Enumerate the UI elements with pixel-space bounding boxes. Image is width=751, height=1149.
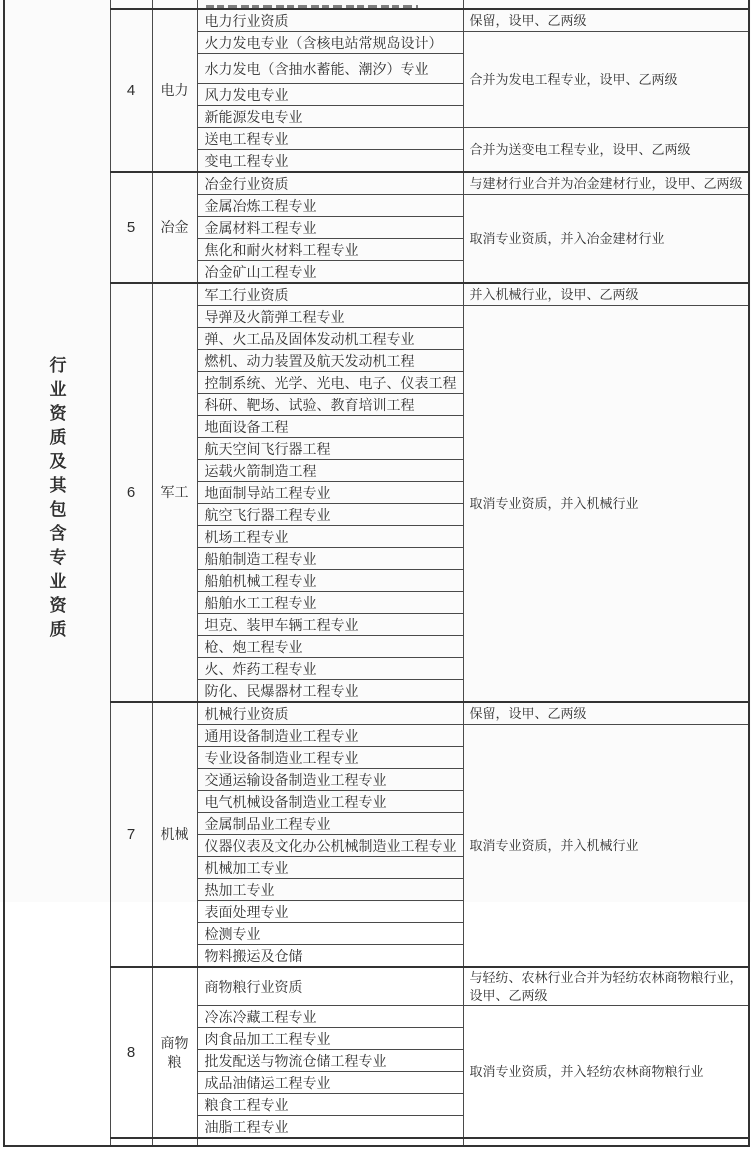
partial-specialty-cell bbox=[197, 0, 463, 9]
specialty-cell: 军工行业资质 bbox=[197, 283, 463, 306]
specialty-cell: 坦克、装甲车辆工程专业 bbox=[197, 614, 463, 636]
partial-number-cell bbox=[110, 0, 152, 9]
specialty-cell: 焦化和耐火材料工程专业 bbox=[197, 239, 463, 261]
partial-industry-cell bbox=[152, 1138, 197, 1146]
industry-name-cell: 商物粮 bbox=[152, 967, 197, 1138]
clipped-text-remnant bbox=[206, 5, 418, 8]
partial-bottom-row bbox=[4, 1138, 749, 1146]
partial-note-cell bbox=[463, 1138, 749, 1146]
partial-note-cell bbox=[463, 0, 749, 9]
specialty-cell: 冶金矿山工程专业 bbox=[197, 261, 463, 284]
note-cell: 取消专业资质，并入机械行业 bbox=[463, 725, 749, 968]
specialty-cell: 船舶水工工程专业 bbox=[197, 592, 463, 614]
specialty-cell: 冷冻冷藏工程专业 bbox=[197, 1006, 463, 1028]
note-cell: 保留，设甲、乙两级 bbox=[463, 702, 749, 725]
table-row bbox=[4, 172, 749, 195]
note-cell: 与轻纺、农林行业合并为轻纺农林商物粮行业，设甲、乙两级 bbox=[463, 967, 749, 1006]
specialty-cell: 船舶制造工程专业 bbox=[197, 548, 463, 570]
specialty-cell: 金属冶炼工程专业 bbox=[197, 195, 463, 217]
specialty-cell: 导弹及火箭弹工程专业 bbox=[197, 306, 463, 328]
note-cell: 取消专业资质，并入机械行业 bbox=[463, 306, 749, 703]
industry-name-cell: 冶金 bbox=[152, 172, 197, 283]
note-cell: 取消专业资质，并入轻纺农林商物粮行业 bbox=[463, 1006, 749, 1139]
table-row bbox=[4, 967, 749, 1006]
specialty-cell: 船舶机械工程专业 bbox=[197, 570, 463, 592]
specialty-cell: 航空飞行器工程专业 bbox=[197, 504, 463, 526]
specialty-cell: 机械加工专业 bbox=[197, 857, 463, 879]
specialty-cell: 仪器仪表及文化办公机械制造业工程专业 bbox=[197, 835, 463, 857]
specialty-cell: 表面处理专业 bbox=[197, 901, 463, 923]
section-number-cell: 8 bbox=[110, 967, 152, 1138]
specialty-cell: 物料搬运及仓储 bbox=[197, 945, 463, 968]
specialty-cell: 送电工程专业 bbox=[197, 128, 463, 150]
row-group-vertical-header: 行业资质及其包含专业资质 bbox=[49, 356, 67, 639]
note-cell: 取消专业资质，并入冶金建材行业 bbox=[463, 195, 749, 284]
specialty-cell: 风力发电专业 bbox=[197, 84, 463, 106]
specialty-cell: 专业设备制造业工程专业 bbox=[197, 747, 463, 769]
qualification-table bbox=[3, 0, 750, 1147]
specialty-cell: 地面制导站工程专业 bbox=[197, 482, 463, 504]
specialty-cell: 冶金行业资质 bbox=[197, 172, 463, 195]
note-cell: 与建材行业合并为冶金建材行业，设甲、乙两级 bbox=[463, 172, 749, 195]
industry-name-cell: 电力 bbox=[152, 9, 197, 172]
specialty-cell: 弹、火工品及固体发动机工程专业 bbox=[197, 328, 463, 350]
industry-name-cell: 军工 bbox=[152, 283, 197, 702]
table-row bbox=[4, 702, 749, 725]
specialty-cell: 火力发电专业（含核电站常规岛设计） bbox=[197, 32, 463, 54]
table-row bbox=[4, 283, 749, 306]
specialty-cell: 燃机、动力装置及航天发动机工程 bbox=[197, 350, 463, 372]
specialty-cell: 控制系统、光学、光电、电子、仪表工程 bbox=[197, 372, 463, 394]
partial-specialty-cell bbox=[197, 1138, 463, 1146]
note-cell: 保留，设甲、乙两级 bbox=[463, 9, 749, 32]
specialty-cell: 油脂工程专业 bbox=[197, 1116, 463, 1139]
table-row bbox=[4, 9, 749, 32]
specialty-cell: 商物粮行业资质 bbox=[197, 967, 463, 1006]
specialty-cell: 电力行业资质 bbox=[197, 9, 463, 32]
specialty-cell: 金属材料工程专业 bbox=[197, 217, 463, 239]
partial-number-cell bbox=[110, 1138, 152, 1146]
specialty-cell: 新能源发电专业 bbox=[197, 106, 463, 128]
specialty-cell: 批发配送与物流仓储工程专业 bbox=[197, 1050, 463, 1072]
section-number-cell: 6 bbox=[110, 283, 152, 702]
specialty-cell: 金属制品业工程专业 bbox=[197, 813, 463, 835]
specialty-cell: 科研、靶场、试验、教育培训工程 bbox=[197, 394, 463, 416]
specialty-cell: 枪、炮工程专业 bbox=[197, 636, 463, 658]
specialty-cell: 电气机械设备制造业工程专业 bbox=[197, 791, 463, 813]
specialty-cell: 防化、民爆器材工程专业 bbox=[197, 680, 463, 703]
partial-industry-cell bbox=[152, 0, 197, 9]
partial-top-row bbox=[4, 0, 749, 9]
specialty-cell: 航天空间飞行器工程 bbox=[197, 438, 463, 460]
specialty-cell: 机场工程专业 bbox=[197, 526, 463, 548]
section-number-cell: 4 bbox=[110, 9, 152, 172]
note-cell: 并入机械行业，设甲、乙两级 bbox=[463, 283, 749, 306]
specialty-cell: 变电工程专业 bbox=[197, 150, 463, 173]
specialty-cell: 机械行业资质 bbox=[197, 702, 463, 725]
specialty-cell: 水力发电（含抽水蓄能、潮汐）专业 bbox=[197, 54, 463, 84]
industry-name-cell: 机械 bbox=[152, 702, 197, 967]
specialty-cell: 火、炸药工程专业 bbox=[197, 658, 463, 680]
section-number-cell: 7 bbox=[110, 702, 152, 967]
specialty-cell: 交通运输设备制造业工程专业 bbox=[197, 769, 463, 791]
qualification-table-body bbox=[4, 0, 749, 1146]
specialty-cell: 检测专业 bbox=[197, 923, 463, 945]
note-cell: 合并为发电工程专业，设甲、乙两级 bbox=[463, 32, 749, 128]
specialty-cell: 热加工专业 bbox=[197, 879, 463, 901]
section-number-cell: 5 bbox=[110, 172, 152, 283]
specialty-cell: 肉食品加工工程专业 bbox=[197, 1028, 463, 1050]
specialty-cell: 地面设备工程 bbox=[197, 416, 463, 438]
specialty-cell: 成品油储运工程专业 bbox=[197, 1072, 463, 1094]
specialty-cell: 粮食工程专业 bbox=[197, 1094, 463, 1116]
note-cell: 合并为送变电工程专业，设甲、乙两级 bbox=[463, 128, 749, 173]
specialty-cell: 运载火箭制造工程 bbox=[197, 460, 463, 482]
specialty-cell: 通用设备制造业工程专业 bbox=[197, 725, 463, 747]
